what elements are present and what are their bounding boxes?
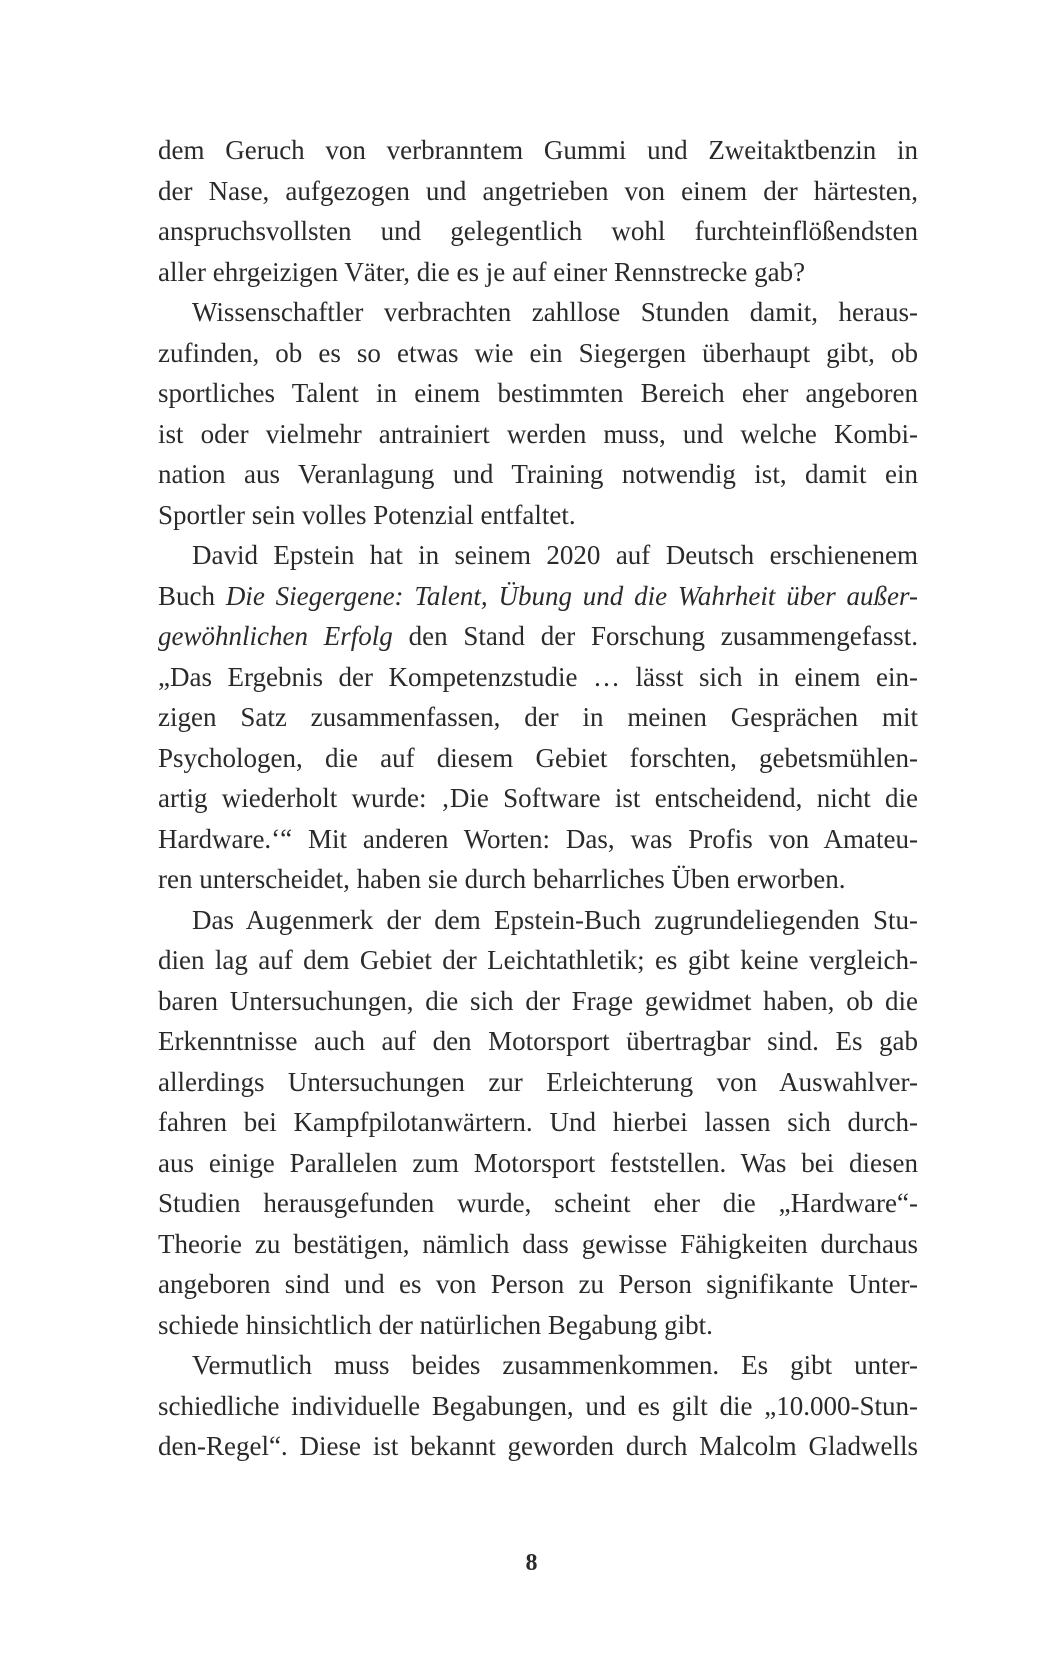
text-line: nation aus Veranlagung und Training notwendig ist, damit ein <box>158 459 918 489</box>
text-line: schiedliche individuelle Begabungen, und es gilt die „10.000-Stun- <box>158 1390 918 1421</box>
text-line: fahren bei Kampfpilotanwärtern. Und hierbei lassen sich durch- <box>158 1107 918 1137</box>
text-line: zufinden, ob es so etwas wie ein Siegergen überhaupt gibt, ob <box>158 337 918 368</box>
text-line: Studien herausgefunden wurde, scheint eher die „Hardware“- <box>158 1188 918 1218</box>
text-line: Psychologen, die auf diesem Gebiet forschten, gebetsmühlen- <box>158 742 918 773</box>
book-title: Die Siegergene: Talent, Übung und die Wahrheit über außer- <box>225 580 918 611</box>
text-span: Buch <box>158 580 226 611</box>
paragraph-2 <box>158 292 918 535</box>
text-line: Vermutlich muss beides zusammenkommen. Es gibt unter- <box>192 1350 918 1380</box>
text-line <box>158 616 918 657</box>
text-line: Hardware.‘“ Mit anderen Worten: Das, was Profis von Amateu- <box>158 823 918 854</box>
text-line: ist oder vielmehr antrainiert werden muss, und welche Kombi- <box>158 418 918 449</box>
text-line: aller ehrgeizigen Väter, die es je auf einer Rennstrecke gab? <box>158 256 806 287</box>
text-line: dien lag auf dem Gebiet der Leichtathletik; es gibt keine vergleich- <box>158 945 918 975</box>
text-line: dem Geruch von verbranntem Gummi und Zweitaktbenzin in <box>158 135 918 165</box>
text-span: den Stand der Forschung zusammengefasst. <box>392 621 918 651</box>
text-line: baren Untersuchungen, die sich der Frage gewidmet haben, ob die <box>158 985 918 1016</box>
page-number: 8 <box>525 1550 538 1576</box>
text-line: sportliches Talent in einem bestimmten Bereich eher angeboren <box>158 378 918 408</box>
text-line: der Nase, aufgezogen und angetrieben von einem der härtesten, <box>158 175 918 206</box>
text-line: Sportler sein volles Potenzial entfaltet. <box>158 499 576 530</box>
text-line <box>158 576 918 617</box>
text-line: anspruchsvollsten und gelegentlich wohl furchteinflößendsten <box>158 216 918 246</box>
text-line: ren unterscheidet, haben sie durch beharrliches Üben erworben. <box>158 864 846 894</box>
text-line: den-Regel“. Diese ist bekannt geworden durch Malcolm Gladwells <box>158 1431 918 1461</box>
book-title: gewöhnlichen Erfolg <box>158 621 393 651</box>
text-line: David Epstein hat in seinem 2020 auf Deutsch erschienenem <box>192 540 918 570</box>
text-line: allerdings Untersuchungen zur Erleichterung von Auswahlver- <box>158 1066 918 1097</box>
paragraph-4 <box>158 900 918 1346</box>
text-line: angeboren sind und es von Person zu Person signifikante Unter- <box>158 1269 918 1299</box>
text-line: artig wiederholt wurde: ‚Die Software ist entscheidend, nicht die <box>158 783 918 813</box>
text-line: Das Augenmerk der dem Epstein-Buch zugrundeliegenden Stu- <box>192 904 918 935</box>
body-text <box>158 130 918 1467</box>
paragraph-3 <box>158 535 918 900</box>
text-line: Wissenschaftler verbrachten zahllose Stunden damit, heraus- <box>192 297 918 327</box>
text-line: zigen Satz zusammenfassen, der in meinen Gesprächen mit <box>158 702 918 732</box>
text-line: „Das Ergebnis der Kompetenzstudie … lässt sich in einem ein- <box>158 661 918 692</box>
paragraph-5 <box>158 1345 918 1467</box>
text-line: Theorie zu bestätigen, nämlich dass gewisse Fähigkeiten durchaus <box>158 1228 918 1259</box>
text-line: Erkenntnisse auch auf den Motorsport übertragbar sind. Es gab <box>158 1026 918 1056</box>
paragraph-1 <box>158 130 918 292</box>
text-line: aus einige Parallelen zum Motorsport feststellen. Was bei diesen <box>158 1147 918 1178</box>
text-line: schiede hinsichtlich der natürlichen Begabung gibt. <box>158 1309 713 1340</box>
